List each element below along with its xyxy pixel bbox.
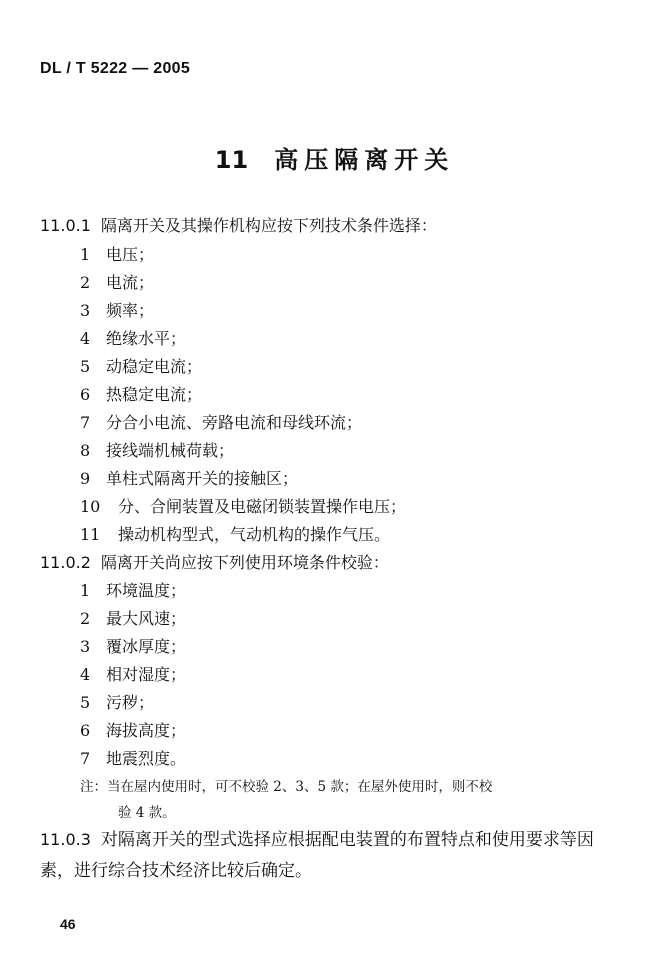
- item-text: 动稳定电流；: [106, 357, 203, 376]
- item-text: 热稳定电流；: [106, 385, 203, 404]
- item-number: 5: [80, 693, 91, 712]
- item-text: 接线端机械荷载；: [106, 441, 235, 460]
- clause-11-0-1-title: [40, 213, 437, 236]
- item-text: 最大风速；: [106, 609, 187, 628]
- clause-text: 对隔离开关的型式选择应根据配电装置的布置特点和使用要求等因素，进行综合技术经济比较后确定。: [40, 830, 594, 881]
- list-item: [80, 690, 154, 713]
- page-number: 46: [60, 916, 76, 932]
- item-text: 电流；: [106, 273, 155, 292]
- list-item: [80, 606, 186, 629]
- list-item: [80, 746, 186, 769]
- clause-number: 11.0.3: [40, 830, 91, 849]
- item-number: 6: [80, 385, 91, 404]
- item-text: 污秽；: [106, 693, 155, 712]
- list-item: [80, 634, 186, 657]
- note-line-1: 注：当在屋内使用时，可不校验 2、3、5 款；在屋外使用时，则不校: [80, 779, 493, 795]
- item-text: 单柱式隔离开关的接触区；: [106, 469, 299, 488]
- item-number: 2: [80, 273, 91, 292]
- list-item: [80, 298, 154, 321]
- list-item: [80, 354, 202, 377]
- item-text: 电压；: [106, 245, 155, 264]
- item-number: 6: [80, 721, 91, 740]
- clause-11-0-3-paragraph: [40, 824, 600, 887]
- clause-number: 11.0.1: [40, 216, 91, 235]
- item-text: 分、合闸装置及电磁闭锁装置操作电压；: [118, 497, 407, 516]
- clause-number: 11.0.2: [40, 553, 91, 572]
- chapter-heading: [0, 140, 669, 175]
- list-item: [80, 242, 154, 265]
- item-number: 3: [80, 637, 91, 656]
- item-text: 分合小电流、旁路电流和母线环流；: [106, 413, 363, 432]
- list-item: [80, 438, 234, 461]
- clause-text: 隔离开关及其操作机构应按下列技术条件选择：: [100, 216, 437, 235]
- item-text: 覆冰厚度；: [106, 637, 187, 656]
- item-number: 9: [80, 469, 91, 488]
- list-item: [80, 410, 362, 433]
- item-text: 频率；: [106, 301, 155, 320]
- list-item: [80, 662, 186, 685]
- item-number: 1: [80, 581, 91, 600]
- list-item: [80, 494, 406, 517]
- chapter-number: 11: [214, 146, 249, 174]
- item-number: 4: [80, 329, 91, 348]
- item-number: 11: [80, 525, 101, 544]
- item-text: 海拔高度；: [106, 721, 187, 740]
- list-item: [80, 718, 186, 741]
- clause-text: 隔离开关尚应按下列使用环境条件校验：: [100, 553, 389, 572]
- list-item: [80, 382, 202, 405]
- standard-code-header: DL / T 5222 — 2005: [40, 60, 191, 77]
- item-number: 1: [80, 245, 91, 264]
- clause-11-0-2-title: [40, 550, 389, 573]
- item-text: 相对湿度；: [106, 665, 187, 684]
- item-number: 4: [80, 665, 91, 684]
- item-number: 8: [80, 441, 91, 460]
- list-item: [80, 522, 390, 545]
- item-number: 7: [80, 413, 91, 432]
- item-number: 10: [80, 497, 101, 516]
- item-text: 环境温度；: [106, 581, 187, 600]
- item-number: 3: [80, 301, 91, 320]
- list-item: [80, 578, 186, 601]
- item-number: 7: [80, 749, 91, 768]
- item-text: 操动机构型式，气动机构的操作气压。: [118, 525, 391, 544]
- item-text: 地震烈度。: [106, 749, 187, 768]
- chapter-title: 高压隔离开关: [274, 146, 455, 174]
- item-number: 5: [80, 357, 91, 376]
- list-item: [80, 466, 298, 489]
- note-line-2: 验 4 款。: [118, 805, 176, 821]
- item-number: 2: [80, 609, 91, 628]
- list-item: [80, 326, 186, 349]
- list-item: [80, 270, 154, 293]
- item-text: 绝缘水平；: [106, 329, 187, 348]
